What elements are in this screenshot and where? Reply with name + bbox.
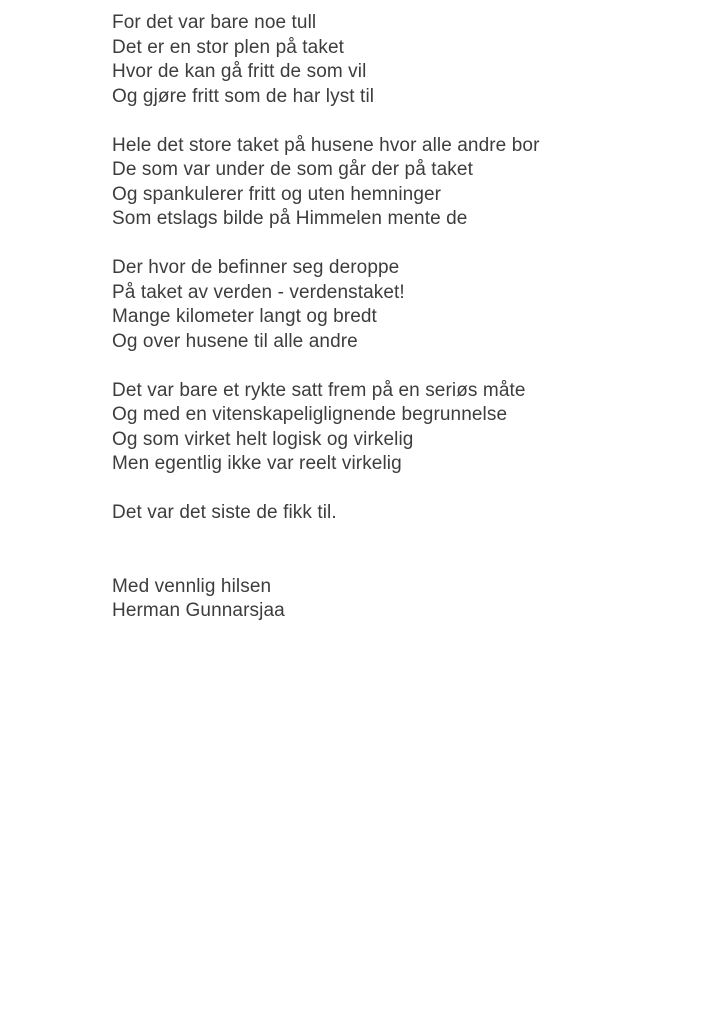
poem-line: Det er en stor plen på taket: [112, 36, 344, 58]
letter-body: [112, 11, 540, 624]
poem-line: Det var det siste de fikk til.: [112, 502, 337, 523]
poem-line: Og spankulerer fritt og uten hemninger: [112, 183, 442, 205]
poem-line: Og som virket helt logisk og virkelig: [112, 428, 414, 450]
poem-line: Og med en vitenskapeliglignende begrunnelse: [112, 404, 508, 425]
poem-line: På taket av verden - verdenstaket!: [112, 281, 405, 303]
stanza-3: [112, 256, 540, 354]
poem-line: Der hvor de befinner seg deroppe: [112, 257, 400, 278]
poem-line: Det var bare et rykte satt frem på en seriøs måte: [112, 379, 526, 401]
poem-line: For det var bare noe tull: [112, 12, 317, 33]
poem-line: Og gjøre fritt som de har lyst til: [112, 85, 375, 107]
stanza-5: [112, 501, 540, 526]
closing-signature: Herman Gunnarsjaa: [112, 600, 285, 621]
poem-line: Hvor de kan gå fritt de som vil: [112, 61, 367, 82]
poem-line: Mange kilometer langt og bredt: [112, 306, 377, 327]
poem-line: Som etslags bilde på Himmelen mente de: [112, 208, 468, 229]
poem-line: Men egentlig ikke var reelt virkelig: [112, 453, 402, 474]
stanza-4: [112, 379, 540, 477]
poem-line: Og over husene til alle andre: [112, 330, 358, 352]
stanza-1: [112, 11, 540, 109]
poem-line: Hele det store taket på husene hvor alle andre bor: [112, 134, 540, 156]
closing-salutation: Med vennlig hilsen: [112, 575, 272, 597]
poem-line: De som var under de som går der på taket: [112, 159, 473, 180]
closing-block: [112, 575, 540, 624]
stanza-2: [112, 134, 540, 232]
